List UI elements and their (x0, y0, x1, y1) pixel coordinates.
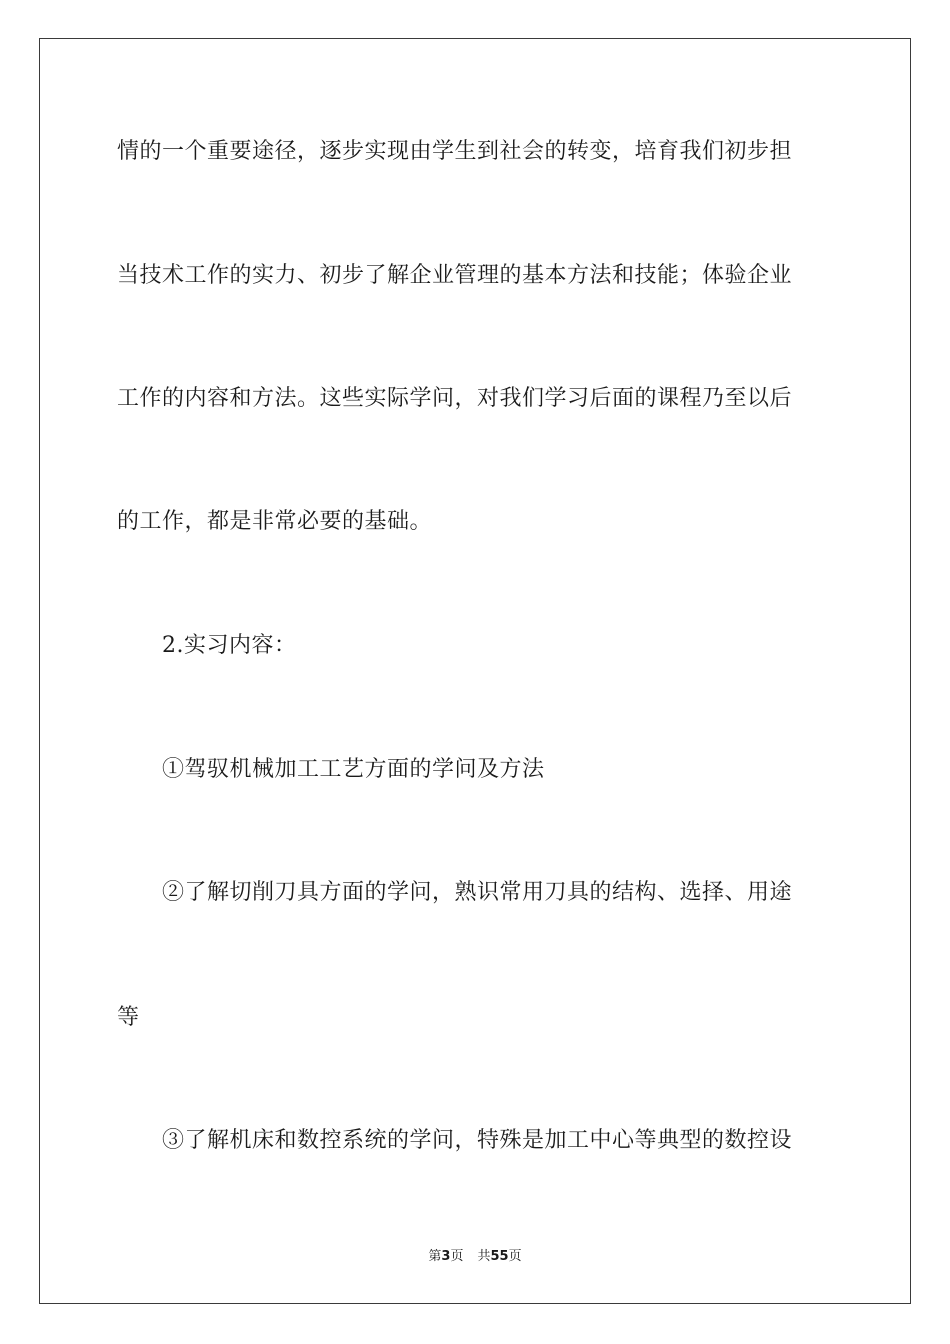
page-number: 3 (441, 1249, 451, 1264)
page-prefix: 第 (428, 1249, 442, 1264)
list-item-3: ③了解机床和数控系统的学问，特殊是加工中心等典型的数控设 (162, 1128, 793, 1153)
total-suffix: 页 (508, 1249, 522, 1264)
total-prefix: 共 (477, 1249, 491, 1264)
body-text-line-2: 当技术工作的实力、初步了解企业管理的基本方法和技能；体验企业 (117, 263, 793, 288)
body-text-line-3: 工作的内容和方法。这些实际学问，对我们学习后面的课程乃至以后 (117, 386, 793, 411)
list-item-2-continuation: 等 (117, 1005, 140, 1030)
body-text-line-1: 情的一个重要途径，逐步实现由学生到社会的转变，培育我们初步担 (117, 139, 793, 164)
list-item-1: ①驾驭机械加工工艺方面的学问及方法 (162, 757, 545, 782)
page-suffix: 页 (450, 1249, 464, 1264)
list-item-2: ②了解切削刀具方面的学问，熟识常用刀具的结构、选择、用途 (162, 880, 793, 905)
page-footer (0, 1248, 950, 1266)
page-frame (39, 38, 911, 1304)
body-text-line-4: 的工作，都是非常必要的基础。 (117, 509, 433, 534)
section-heading: 2.实习内容： (162, 633, 297, 658)
total-pages: 55 (490, 1249, 509, 1264)
